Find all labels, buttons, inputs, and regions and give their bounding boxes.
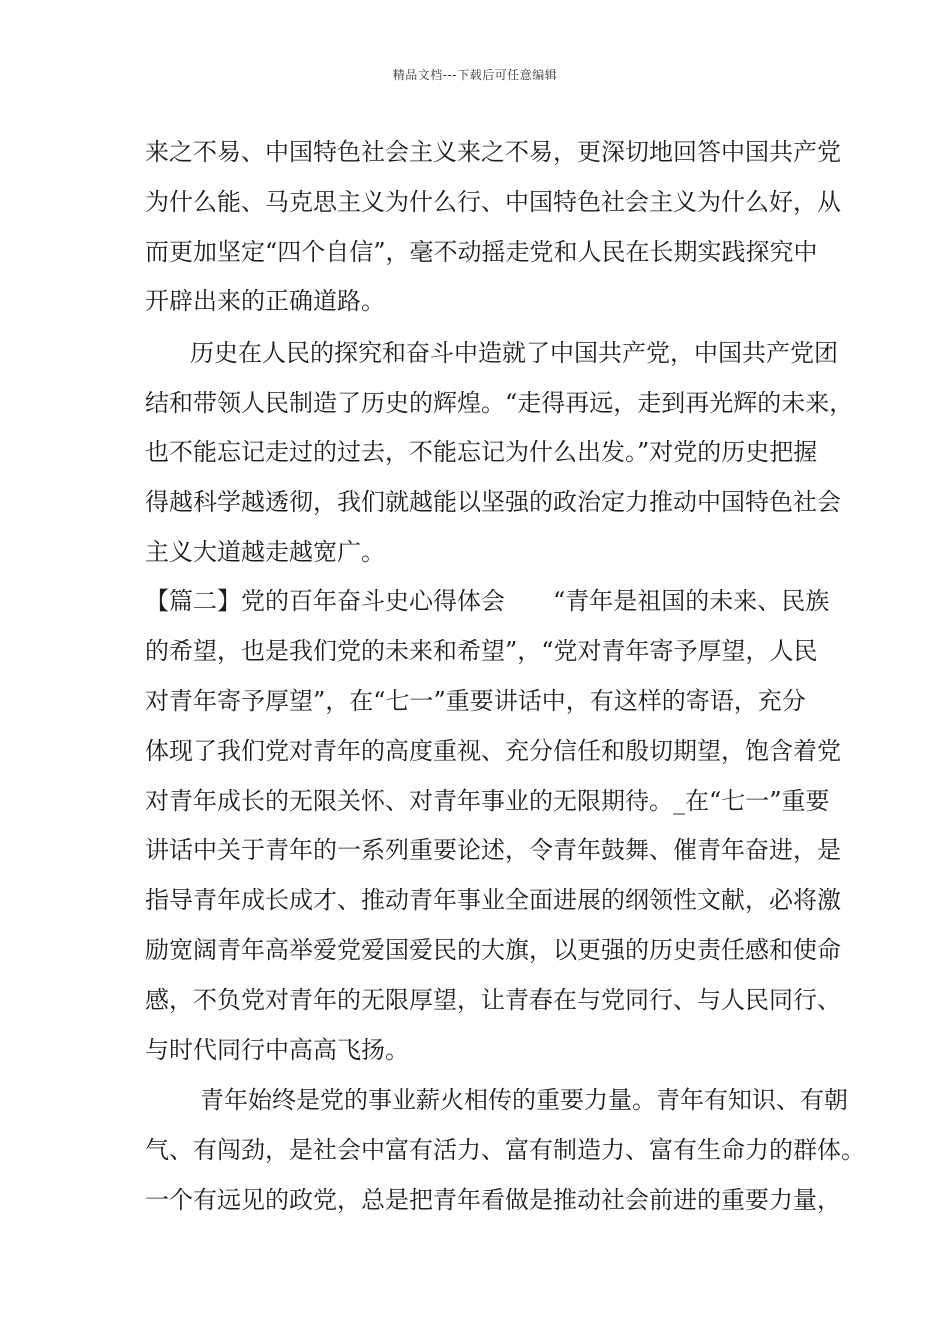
section-heading-line: 【篇二】党的百年奋斗史心得体会 “青年是祖国的未来、民族 — [145, 587, 830, 615]
text-line: 感，不负党对青年的无限厚望，让青春在与党同行、与人民同行、 — [145, 986, 841, 1014]
text-line: 对青年成长的无限关怀、对青年事业的无限期待。_在“七一”重要 — [145, 787, 830, 815]
text-line: 对青年寄予厚望”，在“七一”重要讲话中，有这样的寄语，充分 — [145, 687, 806, 715]
text-line: 的希望，也是我们党的未来和希望”，“党对青年寄予厚望，人民 — [145, 637, 818, 665]
text-line: 讲话中关于青年的一系列重要论述，令青年鼓舞、催青年奋进，是 — [145, 836, 841, 864]
text-line: 指导青年成长成才、推动青年事业全面进展的纲领性文献，必将激 — [145, 886, 841, 914]
page-header: 精品文档---下载后可任意编辑 — [392, 68, 558, 82]
text-line: 来之不易、中国特色社会主义来之不易，更深切地回答中国共产党 — [145, 138, 841, 166]
text-line: 结和带领人民制造了历史的辉煌。“走得再远，走到再光辉的未来， — [145, 389, 854, 417]
text-line: 体现了我们党对青年的高度重视、充分信任和殷切期望，饱含着党 — [145, 737, 841, 765]
text-line: 也不能忘记走过的过去，不能忘记为什么出发。”对党的历史把握 — [145, 438, 818, 466]
text-line: 气、有闯劲，是社会中富有活力、富有制造力、富有生命力的群体。 — [145, 1136, 865, 1164]
text-line: 与时代同行中高高飞扬。 — [145, 1036, 409, 1064]
text-line: 为什么能、马克思主义为什么行、中国特色社会主义为什么好，从 — [145, 188, 841, 216]
text-line: 主义大道越走越宽广。 — [145, 538, 385, 566]
text-line: 得越科学越透彻，我们就越能以坚强的政治定力推动中国特色社会 — [145, 488, 841, 516]
paragraph-first-line: 历史在人民的探究和奋斗中造就了中国共产党，中国共产党团 — [190, 339, 838, 367]
paragraph-first-line: 青年始终是党的事业薪火相传的重要力量。青年有知识、有朝 — [200, 1086, 848, 1114]
text-line: 励宽阔青年高举爱党爱国爱民的大旗，以更强的历史责任感和使命 — [145, 936, 841, 964]
text-line: 一个有远见的政党，总是把青年看做是推动社会前进的重要力量， — [145, 1186, 841, 1214]
text-line: 开辟出来的正确道路。 — [145, 287, 385, 315]
text-line: 而更加坚定“四个自信”，毫不动摇走党和人民在长期实践探究中 — [145, 238, 818, 266]
